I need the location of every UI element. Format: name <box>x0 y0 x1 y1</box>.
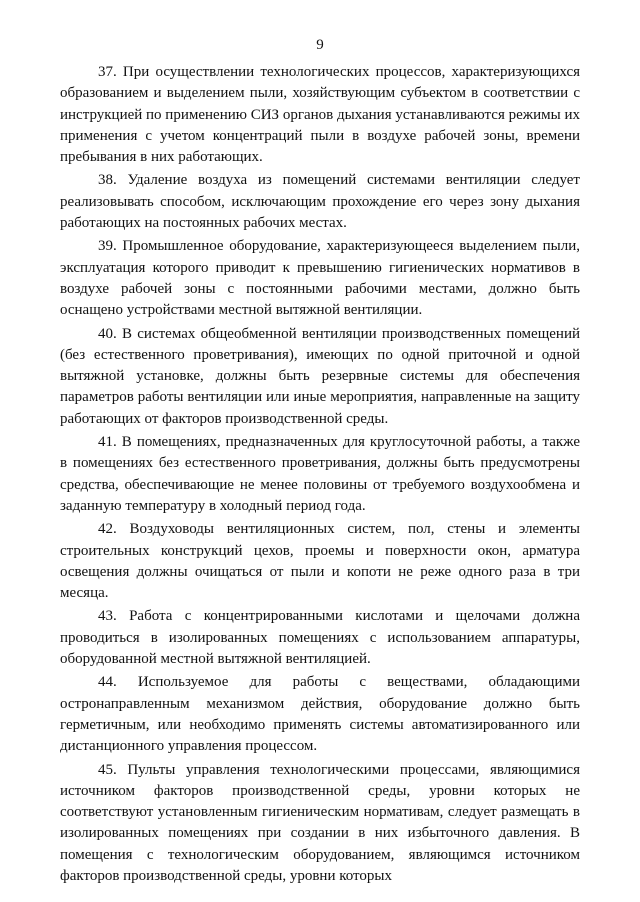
paragraph-40: 40. В системах общеобменной вентиляции производственных помещений (без естественного проветривания), имеющих по одной приточной и одной вытяжной установке, должны быть резервные системы для обеспечения параметров работы вентиляции или иные мероприятия, направленные на защиту работающих от факторов производственной среды. <box>60 325 580 427</box>
paragraph-41: 41. В помещениях, предназначенных для круглосуточной работы, а также в помещениях без естественного проветривания, должны быть предусмотрены средства, обеспечивающие не менее половины от требуемого воздухообмена и заданную температуру в холодный период года. <box>60 434 580 514</box>
paragraph-44: 44. Используемое для работы с веществами, обладающими остронаправленным механизмом действия, оборудование должно быть герметичным, или необходимо применять системы автоматизированного или дистанционного управления процессом. <box>60 674 580 755</box>
paragraph-38: 38. Удаление воздуха из помещений системами вентиляции следует реализовывать способом, исключающим прохождение его через зону дыхания работающих на постоянных рабочих местах. <box>60 172 580 232</box>
paragraph-45: 45. Пульты управления технологическими процессами, являющимися источником факторов производственной среды, уровни которых не соответствуют установленным гигиеническим нормативам, следует размещать в изолированных помещениях при создании в них избыточного давления. В помещения с технологическим оборудованием, являющимся источником факторов производственной среды, уровни которых <box>60 761 580 884</box>
page-number: 9 <box>316 37 324 53</box>
paragraph-42: 42. Воздуховоды вентиляционных систем, пол, стены и элементы строительных конструкций цехов, проемы и поверхности окон, арматура освещения должны очищаться от пыли и копоти не реже одного раза в три месяца. <box>60 521 580 602</box>
paragraph-43: 43. Работа с концентрированными кислотами и щелочами должна проводиться в изолированных помещениях с использованием аппаратуры, оборудованной местной вытяжной вентиляцией. <box>60 608 580 668</box>
page-body <box>60 62 580 889</box>
paragraph-37: 37. При осуществлении технологических процессов, характеризующихся образованием и выделением пыли, хозяйствующим субъектом в соответствии с инструкцией по применению СИЗ органов дыхания устанавливаются режимы их применения с учетом концентраций пыли в воздухе рабочей зоны, времени пребывания в них работающих. <box>60 64 580 166</box>
paragraph-39: 39. Промышленное оборудование, характеризующееся выделением пыли, эксплуатация которого приводит к превышению гигиенических нормативов в воздухе рабочей зоны с постоянными рабочими местами, должно быть оснащено устройствами местной вытяжной вентиляции. <box>60 238 580 319</box>
